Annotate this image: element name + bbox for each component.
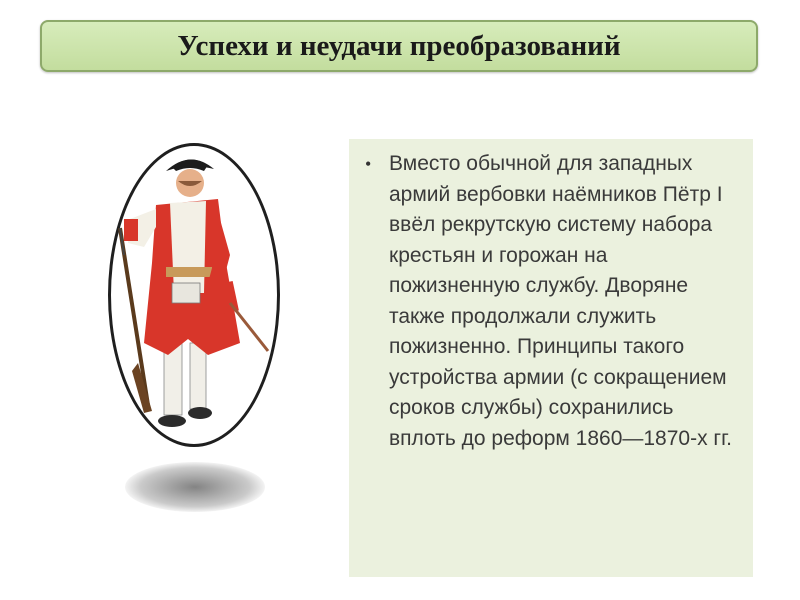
title-banner (40, 20, 758, 72)
slide-title: Успехи и неудачи преобразований (177, 29, 621, 62)
soldier-illustration (108, 143, 280, 447)
bullet-text: Вместо обычной для западных армий вербовки наёмников Пётр I ввёл рекрутскую систему набора крестьян и горожан на пожизненную службу. Дворяне также продолжали служить пожизненно. Принципы такого устройства армии (с сокращением сроков службы) сохранились вплоть до реформ 1860—1870-х гг. (389, 152, 733, 450)
text-panel (349, 139, 753, 577)
bullet-marker: • (365, 154, 372, 174)
oval-shadow (125, 462, 265, 512)
